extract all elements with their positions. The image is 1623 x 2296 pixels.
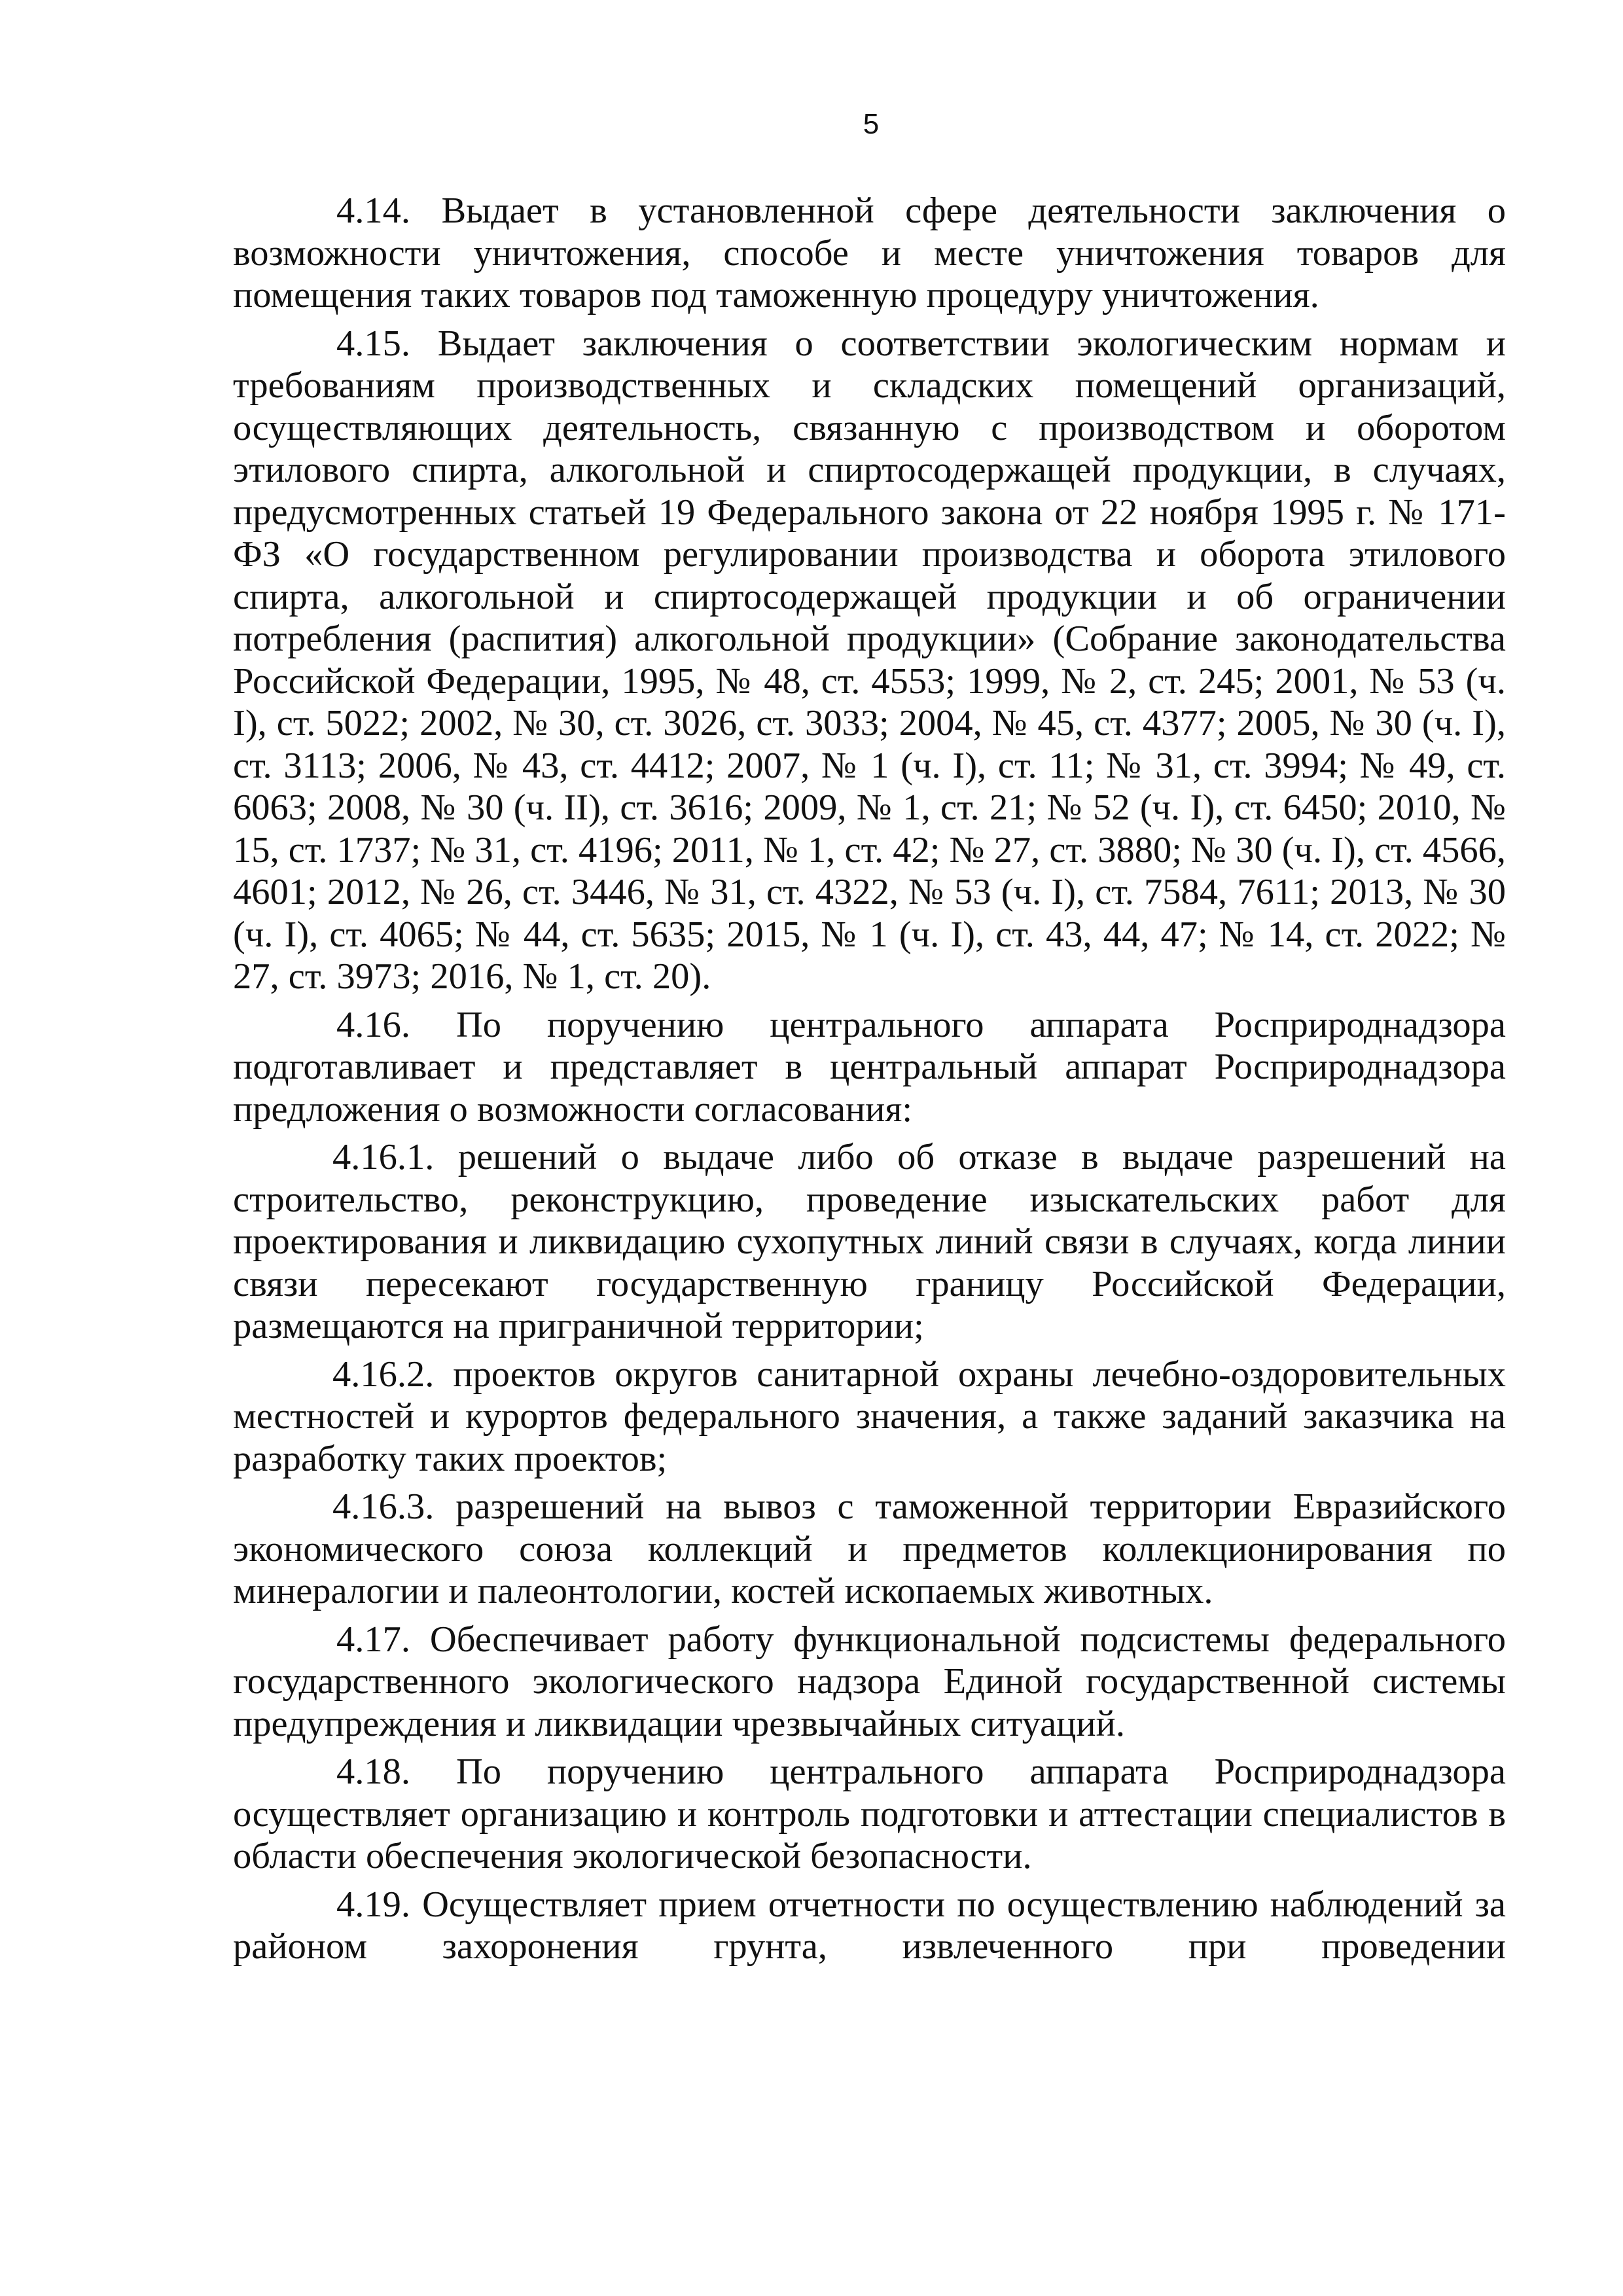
document-body (233, 190, 1506, 1974)
page-number: 5 (863, 108, 880, 140)
paragraph-4-16: 4.16. По поручению центрального аппарата Росприроднадзора подготавливает и представляет в центральный аппарат Росприроднадзора предложения о возможности согласования: (233, 1004, 1506, 1130)
paragraph-4-15: 4.15. Выдает заключения о соответствии экологическим нормам и требованиям производственных и складских помещений организаций, осуществляющих деятельность, связанную с производством и оборотом этилового спирта, алкогольной и спиртосодержащей продукции, в случаях, предусмотренных статьей 19 Федерального закона от 22 ноября 1995 г. № 171-ФЗ «О государственном регулировании производства и оборота этилового спирта, алкогольной и спиртосодержащей продукции и об ограничении потребления (распития) алкогольной продукции» (Собрание законодательства Российской Федерации, 1995, № 48, ст. 4553; 1999, № 2, ст. 245; 2001, № 53 (ч. I), ст. 5022; 2002, № 30, ст. 3026, ст. 3033; 2004, № 45, ст. 4377; 2005, № 30 (ч. I), ст. 3113; 2006, № 43, ст. 4412; 2007, № 1 (ч. I), ст. 11; № 31, ст. 3994; № 49, ст. 6063; 2008, № 30 (ч. II), ст. 3616; 2009, № 1, ст. 21; № 52 (ч. I), ст. 6450; 2010, № 15, ст. 1737; № 31, ст. 4196; 2011, № 1, ст. 42; № 27, ст. 3880; № 30 (ч. I), ст. 4566, 4601; 2012, № 26, ст. 3446, № 31, ст. 4322, № 53 (ч. I), ст. 7584, 7611; 2013, № 30 (ч. I), ст. 4065; № 44, ст. 5635; 2015, № 1 (ч. I), ст. 43, 44, 47; № 14, ст. 2022; № 27, ст. 3973; 2016, № 1, ст. 20). (233, 323, 1506, 997)
paragraph-4-16-1: 4.16.1. решений о выдаче либо об отказе в выдаче разрешений на строительство, реконструкцию, проведение изыскательских работ для проектирования и ликвидацию сухопутных линий связи в случаях, когда линии связи пересекают государственную границу Российской Федерации, размещаются на приграничной территории; (233, 1137, 1506, 1346)
paragraph-4-14: 4.14. Выдает в установленной сфере деятельности заключения о возможности уничтожения, способе и месте уничтожения товаров для помещения таких товаров под таможенную процедуру уничтожения. (233, 190, 1506, 315)
paragraph-4-19: 4.19. Осуществляет прием отчетности по осуществлению наблюдений за районом захоронения грунта, извлеченного при проведении (233, 1884, 1506, 1967)
paragraph-4-18: 4.18. По поручению центрального аппарата Росприроднадзора осуществляет организацию и контроль подготовки и аттестации специалистов в области обеспечения экологической безопасности. (233, 1751, 1506, 1876)
paragraph-4-17: 4.17. Обеспечивает работу функциональной подсистемы федерального государственного экологического надзора Единой государственной системы предупреждения и ликвидации чрезвычайных ситуаций. (233, 1619, 1506, 1744)
paragraph-4-16-3: 4.16.3. разрешений на вывоз с таможенной территории Евразийского экономического союза коллекций и предметов коллекционирования по минералогии и палеонтологии, костей ископаемых животных. (233, 1486, 1506, 1611)
paragraph-4-16-2: 4.16.2. проектов округов санитарной охраны лечебно-оздоровительных местностей и курортов федерального значения, а также заданий заказчика на разработку таких проектов; (233, 1354, 1506, 1479)
